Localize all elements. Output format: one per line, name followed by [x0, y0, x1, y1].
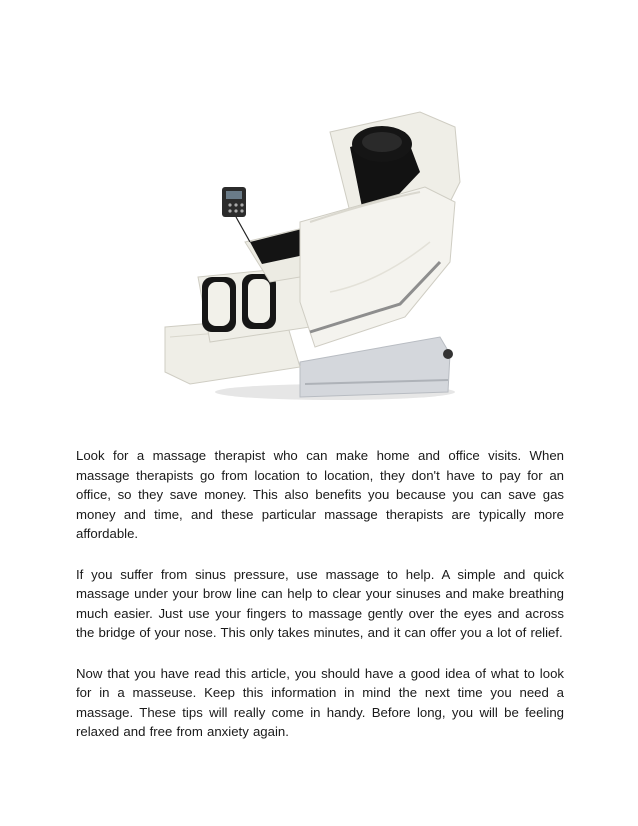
chair-side-panel	[300, 187, 455, 347]
chair-base	[300, 337, 450, 397]
remote-cord	[236, 217, 250, 242]
paragraph-conclusion: Now that you have read this article, you should have a good idea of what to look for in a masseuse. Keep this information in mind the next time you need a massage. These tips will really come in handy. Before long, you will be feeling relaxed and free from anxiety again.	[76, 665, 564, 739]
paragraph-sinus-pressure: If you suffer from sinus pressure, use massage to help. A simple and quick massage under your brow line can help to clear your sinuses and make breathing much easier. Just use your fingers to massage gently over the eyes and across the bridge of your nose. This only takes minutes, and it can offer you a lot of relief.	[76, 566, 564, 640]
massage-chair-image	[150, 92, 470, 422]
paragraph-home-visits: Look for a massage therapist who can make home and office visits. When massage therapists go from location to location, they don't have to pay for an office, so they save money. This also benefits you because you can save gas money and time, and these particular massage therapists are typically more affordable.	[76, 448, 564, 541]
chair-wheel	[443, 349, 453, 359]
article-body	[76, 446, 564, 763]
